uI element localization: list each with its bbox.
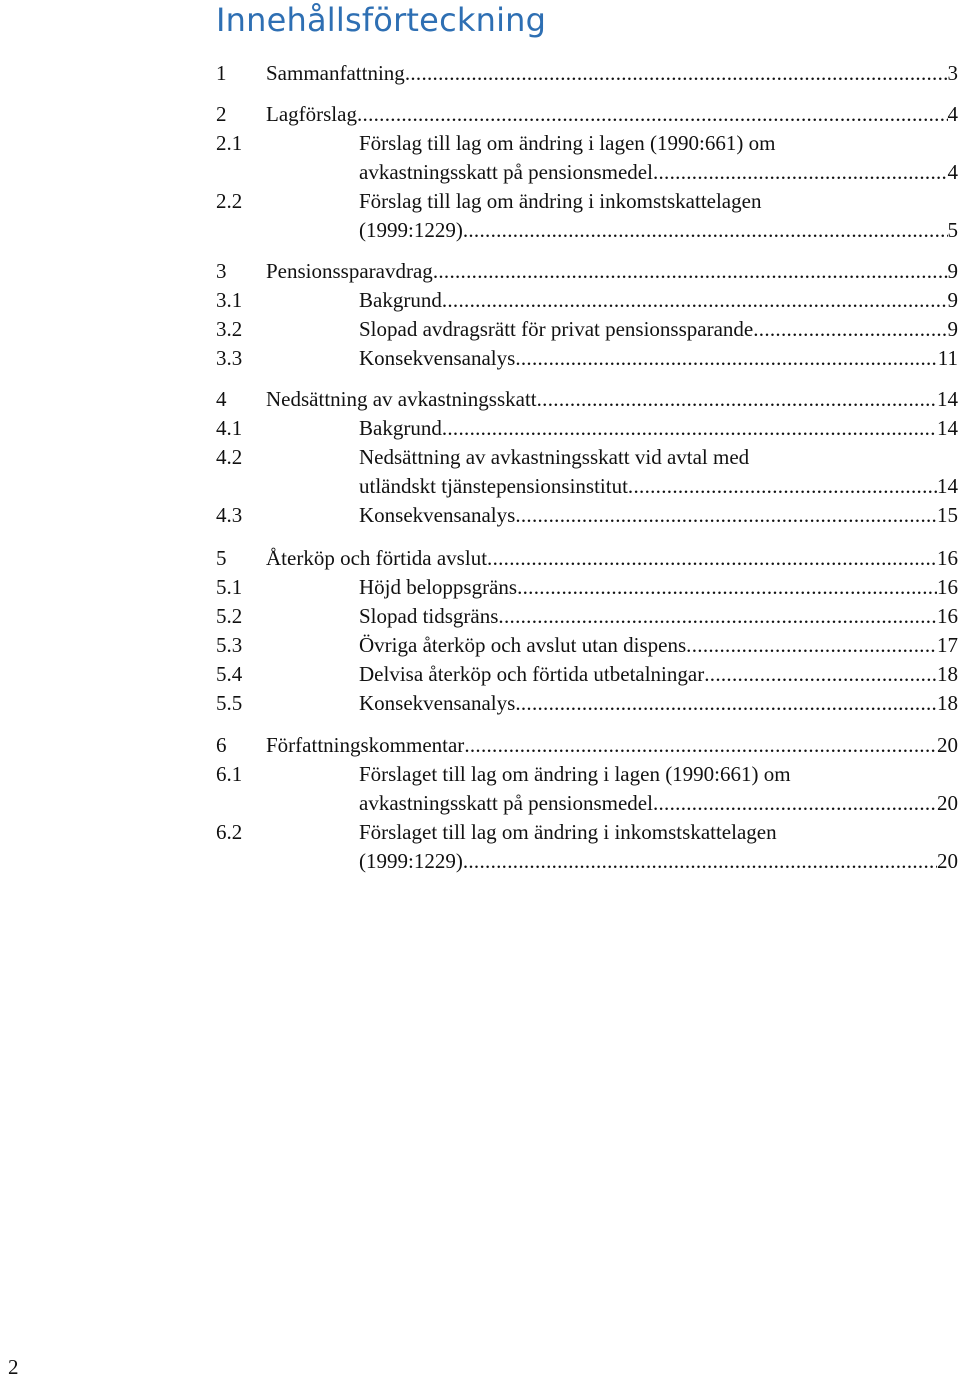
toc-entry-5[interactable]	[216, 544, 958, 573]
dot-leader	[628, 472, 937, 501]
toc-entry-4[interactable]	[216, 385, 958, 414]
toc-entry-page: 20	[937, 791, 958, 815]
dot-leader	[515, 501, 937, 530]
toc-entry-4-2[interactable]	[216, 443, 958, 472]
toc-entry-5-5[interactable]	[216, 689, 958, 718]
toc-entry-label: Bakgrund	[359, 416, 442, 440]
toc-entry-5-4[interactable]	[216, 660, 958, 689]
toc-entry-2-1-cont[interactable]	[216, 158, 958, 187]
toc-entry-number: 3	[216, 259, 227, 283]
toc-entry-number: 5.3	[216, 633, 243, 657]
dot-leader	[442, 414, 937, 443]
toc-entry-label: Nedsättning av avkastningsskatt	[266, 387, 537, 411]
toc-entry-label: Sammanfattning	[266, 61, 405, 85]
toc-entry-page: 11	[937, 346, 958, 370]
toc-entry-number: 2	[216, 102, 227, 126]
toc-entry-page: 18	[937, 691, 958, 715]
toc-entry-number: 6	[216, 733, 227, 757]
toc-entry-6-2[interactable]	[216, 818, 958, 847]
toc-entry-label: Förslaget till lag om ändring i inkomstskattelagen	[359, 820, 777, 844]
toc-entry-6-2-cont[interactable]	[216, 847, 958, 876]
dot-leader	[464, 731, 937, 760]
toc-entry-number: 6.1	[216, 762, 243, 786]
toc-entry-label: Nedsättning av avkastningsskatt vid avtal med	[359, 445, 750, 469]
dot-leader	[517, 573, 937, 602]
dot-leader	[537, 385, 937, 414]
toc-entry-page: 16	[937, 604, 958, 628]
dot-leader	[515, 689, 937, 718]
toc-entry-4-2-cont[interactable]	[216, 472, 958, 501]
toc-entry-6-1-cont[interactable]	[216, 789, 958, 818]
toc-title: Innehållsförteckning	[216, 1, 547, 39]
toc-entry-4-3[interactable]	[216, 501, 958, 530]
toc-entry-page: 9	[947, 259, 958, 283]
toc-entry-5-2[interactable]	[216, 602, 958, 631]
toc-entry-label: Bakgrund	[359, 288, 442, 312]
toc-entry-3-1[interactable]	[216, 286, 958, 315]
toc-entry-label: Konsekvensanalys	[359, 691, 516, 715]
dot-leader	[753, 315, 947, 344]
toc-entry-page: 15	[937, 503, 958, 527]
toc-entry-label: (1999:1229)	[359, 218, 463, 242]
toc-entry-label: Pensionssparavdrag	[266, 259, 433, 283]
toc-entry-page: 4	[947, 102, 958, 126]
dot-leader	[463, 847, 937, 876]
toc-entry-number: 1	[216, 61, 227, 85]
toc-entry-page: 20	[937, 849, 958, 873]
toc-entry-page: 5	[947, 218, 958, 242]
toc-entry-page: 20	[937, 733, 958, 757]
toc-entry-6[interactable]	[216, 731, 958, 760]
toc-entry-number: 4	[216, 387, 227, 411]
toc-entry-page: 9	[947, 317, 958, 341]
toc-entry-label: Konsekvensanalys	[359, 346, 516, 370]
toc-entry-page: 16	[937, 575, 958, 599]
toc-entry-number: 3.3	[216, 346, 243, 370]
toc-entry-label: Författningskommentar	[266, 733, 465, 757]
toc-entry-page: 18	[937, 662, 958, 686]
toc-entry-label: Förslag till lag om ändring i lagen (1990:661) om	[359, 131, 776, 155]
dot-leader	[405, 59, 948, 88]
toc-entry-3-3[interactable]	[216, 344, 958, 373]
toc-entry-page: 16	[937, 546, 958, 570]
toc-entry-label: avkastningsskatt på pensionsmedel	[359, 160, 653, 184]
dot-leader	[463, 216, 948, 245]
dot-leader	[357, 100, 948, 129]
dot-leader	[653, 789, 937, 818]
dot-leader	[487, 544, 937, 573]
toc-entry-number: 4.2	[216, 445, 243, 469]
toc-entry-page: 14	[937, 387, 958, 411]
toc-entry-label: Konsekvensanalys	[359, 503, 516, 527]
page-number: 2	[8, 1355, 19, 1379]
toc-entry-number: 6.2	[216, 820, 243, 844]
toc-entry-number: 5.5	[216, 691, 243, 715]
toc-entry-label: utländskt tjänstepensionsinstitut	[359, 474, 628, 498]
toc-entry-number: 4.1	[216, 416, 243, 440]
dot-leader	[498, 602, 937, 631]
toc-entry-page: 14	[937, 474, 958, 498]
toc-entry-4-1[interactable]	[216, 414, 958, 443]
toc-entry-2[interactable]	[216, 100, 958, 129]
dot-leader	[433, 257, 948, 286]
toc-entry-label: Lagförslag	[266, 102, 357, 126]
toc-entry-label: Återköp och förtida avslut	[266, 546, 488, 570]
toc-entry-page: 3	[947, 61, 958, 85]
toc-entry-label: Slopad tidsgräns	[359, 604, 499, 628]
toc-entry-3-2[interactable]	[216, 315, 958, 344]
toc-entry-2-1[interactable]	[216, 129, 958, 158]
toc-entry-label: avkastningsskatt på pensionsmedel	[359, 791, 653, 815]
toc-entry-1[interactable]	[216, 59, 958, 88]
toc-entry-label: Förslag till lag om ändring i inkomstskattelagen	[359, 189, 762, 213]
toc-entry-label: Slopad avdragsrätt för privat pensionssparande	[359, 317, 754, 341]
toc-entry-label: (1999:1229)	[359, 849, 463, 873]
dot-leader	[515, 344, 937, 373]
toc-entry-3[interactable]	[216, 257, 958, 286]
toc-entry-5-1[interactable]	[216, 573, 958, 602]
toc-entry-number: 5	[216, 546, 227, 570]
toc-entry-label: Höjd beloppsgräns	[359, 575, 518, 599]
toc-entry-number: 2.2	[216, 189, 243, 213]
toc-entry-2-2-cont[interactable]	[216, 216, 958, 245]
toc-entry-number: 5.4	[216, 662, 243, 686]
toc-entry-6-1[interactable]	[216, 760, 958, 789]
toc-entry-label: Delvisa återköp och förtida utbetalningar	[359, 662, 705, 686]
toc-entry-number: 4.3	[216, 503, 243, 527]
dot-leader	[704, 660, 937, 689]
toc-entry-label: Förslaget till lag om ändring i lagen (1990:661) om	[359, 762, 791, 786]
toc-entry-number: 5.1	[216, 575, 243, 599]
dot-leader	[653, 158, 948, 187]
dot-leader	[686, 631, 937, 660]
dot-leader	[442, 286, 948, 315]
toc-entry-5-3[interactable]	[216, 631, 958, 660]
toc-entry-page: 14	[937, 416, 958, 440]
toc-entry-2-2[interactable]	[216, 187, 958, 216]
toc-entry-page: 4	[947, 160, 958, 184]
toc-entry-label: Övriga återköp och avslut utan dispens	[359, 633, 687, 657]
toc-entry-page: 17	[937, 633, 958, 657]
toc-entry-number: 3.2	[216, 317, 243, 341]
toc-entry-number: 2.1	[216, 131, 243, 155]
toc-entry-number: 5.2	[216, 604, 243, 628]
toc-entry-page: 9	[947, 288, 958, 312]
toc-entry-number: 3.1	[216, 288, 243, 312]
